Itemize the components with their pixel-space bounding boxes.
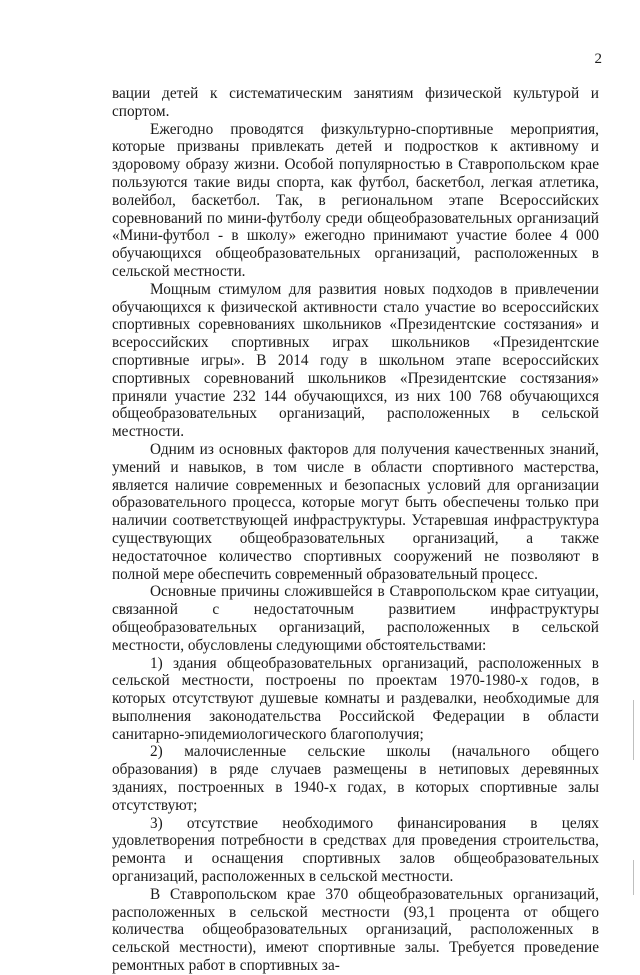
list-item-reason-2: 2) малочисленные сельские школы (начального общего образования) в ряде случаев размещены в нетиповых деревянных зданиях, построенных в 1940-х годах, в которых спортивные залы отсутствуют; <box>112 743 599 814</box>
scan-edge-mark <box>633 860 634 895</box>
body-text <box>112 85 599 975</box>
paragraph-continuation: вации детей к систематическим занятиям физической культурой и спортом. <box>112 85 599 120</box>
scan-edge-mark <box>633 700 634 760</box>
page-number: 2 <box>594 51 602 67</box>
paragraph-reasons-intro: Основные причины сложившейся в Ставропольском крае ситуации, связанной с недостаточным развитием инфраструктуры общеобразовательных организаций, расположенных в сельской местности, обусловлены следующими обстоятельствами: <box>112 583 599 654</box>
paragraph-infrastructure: Одним из основных факторов для получения качественных знаний, умений и навыков, в том числе в области спортивного мастерства, является наличие современных и безопасных условий для организации образовательного процесса, которые могут быть обеспечены только при наличии соответствующей инфраструктуры. Устаревшая инфраструктура существующих общеобразовательных организаций, а также недостаточное количество спортивных сооружений не позволяют в полной мере обеспечить современный образовательный процесс. <box>112 440 599 583</box>
paragraph-presidential-competitions: Мощным стимулом для развития новых подходов в привлечении обучающихся к физической активности стало участие во всероссийских спортивных соревнованиях школьников «Президентские состязания» и всероссийских спортивных играх школьников «Президентские спортивные игры». В 2014 году в школьном этапе всероссийских спортивных соревнований школьников «Президентские состязания» приняли участие 232 144 обучающихся, из них 100 768 обучающихся общеобразовательных организаций, расположенных в сельской местности. <box>112 280 599 441</box>
paragraph-sport-halls: В Ставропольском крае 370 общеобразовательных организаций, расположенных в сельской местности (93,1 процента от общего количества общеобразовательных организаций, расположенных в сельской местности), имеют спортивные залы. Требуется проведение ремонтных работ в спортивных за- <box>112 885 599 975</box>
list-item-reason-3: 3) отсутствие необходимого финансирования в целях удовлетворения потребности в средствах для проведения строительства, ремонта и оснащения спортивных залов общеобразовательных организаций, расположенных в сельской местности. <box>112 814 599 886</box>
paragraph-events: Ежегодно проводятся физкультурно-спортивные мероприятия, которые призваны привлекать детей и подростков к активному и здоровому образу жизни. Особой популярностью в Ставропольском крае пользуются такие виды спорта, как футбол, баскетбол, легкая атлетика, волейбол, баскетбол. Так, в региональном этапе Всероссийских соревнований по мини-футболу среди общеобразовательных организаций «Мини-футбол - в школу» ежегодно принимают участие более 4 000 обучающихся общеобразовательных организаций, расположенных в сельской местности. <box>112 120 599 280</box>
list-item-reason-1: 1) здания общеобразовательных организаций, расположенных в сельской местности, построены по проектам 1970-1980-х годов, в которых отсутствуют душевые комнаты и раздевалки, необходимые для выполнения законодательства Российской Федерации в области санитарно-эпидемиологического благополучия; <box>112 654 599 743</box>
